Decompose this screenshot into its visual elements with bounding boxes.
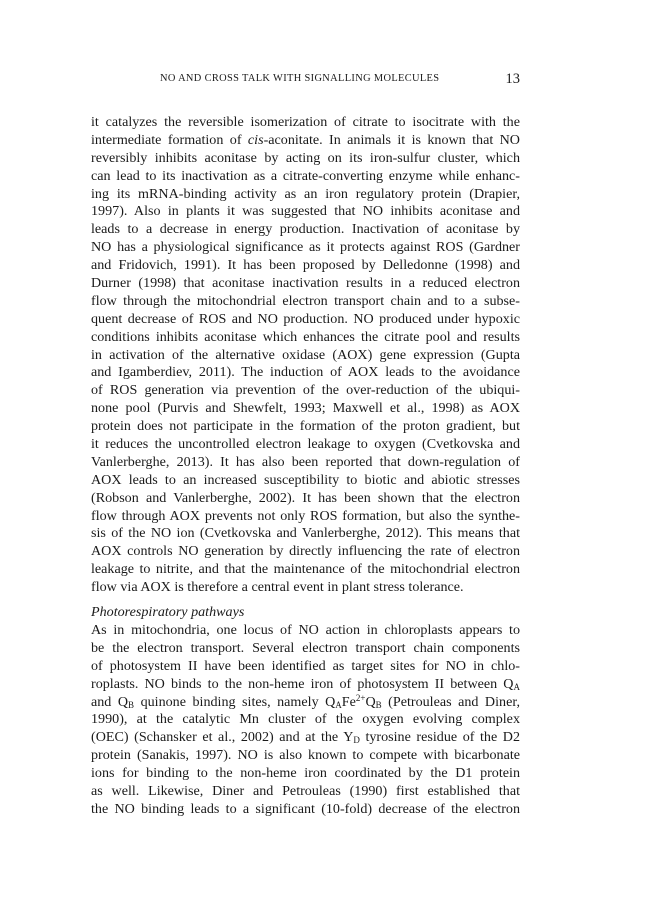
- text-run: (OEC) (Schansker et al., 2002) and at the Y: [91, 729, 354, 746]
- text-line: it catalyzes the reversible isomerization of citrate to isocitrate with the: [91, 114, 520, 130]
- text-line: As in mitochondria, one locus of NO action in chloroplasts appears to: [91, 621, 520, 638]
- text-run: Q: [365, 693, 376, 710]
- text-run: and Q: [91, 693, 129, 710]
- text-line: in activation of the alternative oxidase (AOX) gene expression (Gupta: [91, 346, 520, 363]
- text-line: as well. Likewise, Diner and Petrouleas (1990) first established that: [91, 782, 520, 799]
- section-heading: Photorespiratory pathways: [91, 604, 245, 621]
- subscript: A: [513, 681, 520, 692]
- running-title: NO AND CROSS TALK WITH SIGNALLING MOLECULES: [160, 73, 440, 84]
- superscript: 2+: [355, 692, 366, 703]
- text-run: Fe: [341, 693, 356, 710]
- text-run: intermediate formation of: [91, 131, 248, 148]
- text-line: flow through the mitochondrial electron transport chain and to a subse-: [91, 292, 520, 309]
- text-line: flow through AOX prevents not only ROS formation, but also the synthe-: [91, 507, 520, 524]
- text-line: 1997). Also in plants it was suggested that NO inhibits aconitase and: [91, 203, 520, 220]
- text-run: quinone binding sites, namely Q: [134, 693, 336, 710]
- text-line: sis of the NO ion (Cvetkovska and Vanlerberghe, 2012). This means that: [91, 525, 520, 542]
- text-line: of photosystem II have been identified as target sites for NO in chlo-: [91, 657, 520, 674]
- subscript: D: [353, 735, 360, 746]
- text-line: [91, 694, 520, 712]
- text-line: reversibly inhibits aconitase by acting on its iron-sulfur cluster, which: [91, 149, 520, 166]
- text-line: [91, 729, 520, 747]
- text-line: none pool (Purvis and Shewfelt, 1993; Maxwell et al., 1998) as AOX: [91, 400, 520, 417]
- text-line: flow via AOX is therefore a central event in plant stress tolerance.: [91, 579, 464, 596]
- text-line: and Igamberdiev, 2011). The induction of AOX leads to the avoidance: [91, 364, 520, 381]
- text-line: (Robson and Vanlerberghe, 2002). It has been shown that the electron: [91, 489, 520, 506]
- body-text: [91, 114, 520, 819]
- text-line: AOX controls NO generation by directly influencing the rate of electron: [91, 543, 520, 560]
- text-line: AOX leads to an increased susceptibility to biotic and abiotic stresses: [91, 471, 520, 488]
- paragraph-aconitase: [91, 114, 520, 597]
- subscript: A: [335, 699, 342, 710]
- text-run: roplasts. NO binds to the non-heme iron of photosystem II between Q: [91, 675, 514, 692]
- text-line: protein does not participate in the formation of the proton gradient, but: [91, 418, 520, 435]
- text-line: be the electron transport. Several electron transport chain components: [91, 639, 520, 656]
- text-line: and Fridovich, 1991). It has been proposed by Delledonne (1998) and: [91, 257, 520, 274]
- subscript: B: [128, 699, 135, 710]
- text-line: leakage to nitrite, and that the maintenance of the mitochondrial electron: [91, 561, 520, 578]
- running-head: [91, 71, 520, 91]
- text-line: can lead to its inactivation as a citrate-converting enzyme while enhanc-: [91, 167, 520, 184]
- text-line: it reduces the uncontrolled electron leakage to oxygen (Cvetkovska and: [91, 436, 520, 453]
- text-line: leads to a decrease in energy production. Inactivation of aconitase by: [91, 221, 520, 238]
- text-line: Vanlerberghe, 2013). It has also been reported that down-regulation of: [91, 453, 520, 470]
- text-line: conditions inhibits aconitase which enhances the citrate pool and results: [91, 328, 520, 345]
- text-line: 1990), at the catalytic Mn cluster of the oxygen evolving complex: [91, 711, 520, 728]
- page-number: 13: [505, 71, 520, 87]
- text-line: quent decrease of ROS and NO production. NO produced under hypoxic: [91, 310, 520, 327]
- text-run: tyrosine residue of the D2: [359, 729, 521, 746]
- text-line: NO has a physiological significance as it protects against ROS (Gardner: [91, 239, 520, 256]
- text-line: ing its mRNA-binding activity as an iron regulatory protein (Drapier,: [91, 185, 520, 202]
- text-line: the NO binding leads to a significant (10-fold) decrease of the electron: [91, 800, 520, 817]
- text-line: Durner (1998) that aconitase inactivation results in a reduced electron: [91, 275, 520, 292]
- text-line: of ROS generation via prevention of the over-reduction of the ubiqui-: [91, 382, 520, 399]
- subscript: B: [375, 699, 382, 710]
- text-line: ions for binding to the non-heme iron coordinated by the D1 protein: [91, 765, 520, 782]
- text-line: [91, 132, 520, 150]
- italic-term: cis: [247, 131, 264, 148]
- text-line: protein (Sanakis, 1997). NO is also known to compete with bicarbonate: [91, 747, 520, 764]
- paragraph-photorespiratory: [91, 622, 520, 819]
- text-line: [91, 676, 520, 694]
- text-run: (Petrouleas and Diner,: [381, 693, 520, 710]
- text-run: -aconitate. In animals it is known that NO: [263, 131, 520, 148]
